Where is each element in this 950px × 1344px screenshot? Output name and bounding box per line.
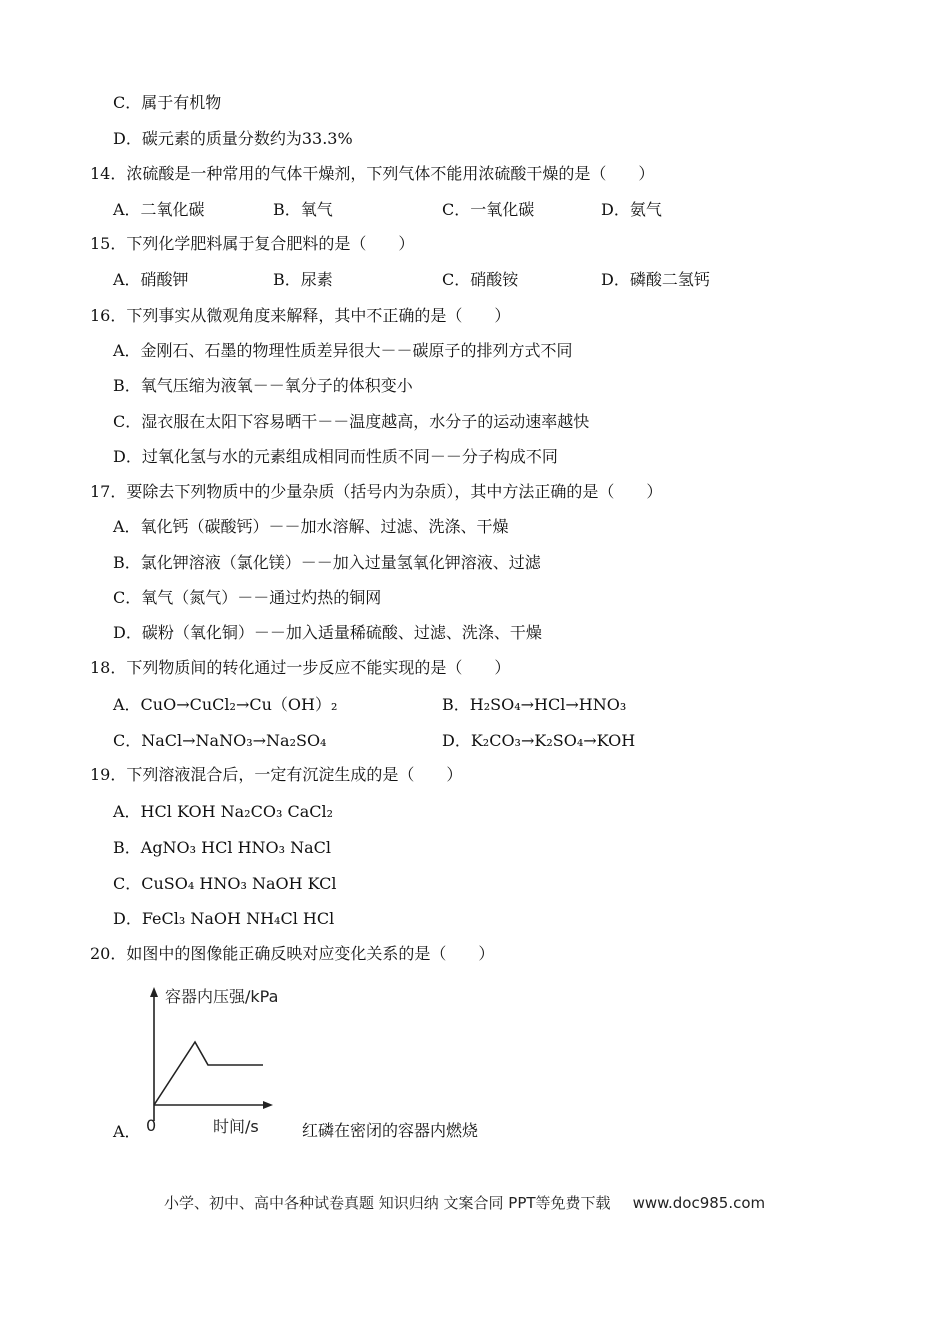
q17-stem: 17．要除去下列物质中的少量杂质（括号内为杂质），其中方法正确的是（ ）	[90, 482, 663, 501]
q15-option-d: D．磷酸二氢钙	[601, 270, 710, 289]
q20-option-a-description: 红磷在密闭的容器内燃烧	[302, 1121, 479, 1140]
q15-option-b: B．尿素	[273, 270, 333, 289]
q18-option-c: C．NaCl→NaNO₃→Na₂SO₄	[113, 731, 327, 750]
q14-option-d: D．氨气	[601, 200, 662, 219]
q17-option-d: D．碳粉（氧化铜）－－加入适量稀硫酸、过滤、洗涤、干燥	[113, 623, 542, 642]
graph-y-label: 容器内压强/kPa	[165, 987, 279, 1006]
q18-option-a: A．CuO→CuCl₂→Cu（OH）₂	[113, 695, 338, 714]
q17-option-c: C．氧气（氮气）－－通过灼热的铜网	[113, 588, 382, 607]
q20-option-a-label: A．	[113, 1122, 141, 1141]
graph-x-arrow	[263, 1101, 273, 1109]
q15-option-a: A．硝酸钾	[113, 270, 189, 289]
q14-option-a: A．二氧化碳	[113, 200, 205, 219]
q15-stem: 15．下列化学肥料属于复合肥料的是（ ）	[90, 234, 415, 253]
q19-option-c: C．CuSO₄ HNO₃ NaOH KCl	[113, 874, 337, 893]
q16-stem: 16．下列事实从微观角度来解释，其中不正确的是（ ）	[90, 306, 511, 325]
q17-option-b: B．氯化钾溶液（氯化镁）－－加入过量氢氧化钾溶液、过滤	[113, 553, 541, 572]
footer-text: 小学、初中、高中各种试卷真题 知识归纳 文案合同 PPT等免费下载	[164, 1194, 611, 1212]
q14-option-b: B．氧气	[273, 200, 333, 219]
graph-x-label: 时间/s	[213, 1117, 259, 1136]
page-footer	[164, 1192, 765, 1213]
q13-option-c: C．属于有机物	[113, 93, 222, 112]
q16-option-d: D．过氧化氢与水的元素组成相同而性质不同－－分子构成不同	[113, 447, 558, 466]
footer-url-link[interactable]: www.doc985.com	[632, 1194, 766, 1212]
graph-origin-label: 0	[146, 1116, 157, 1135]
q16-option-c: C．湿衣服在太阳下容易晒干－－温度越高，水分子的运动速率越快	[113, 412, 590, 431]
pressure-time-graph	[143, 985, 303, 1140]
q16-option-a: A．金刚石、石墨的物理性质差异很大－－碳原子的排列方式不同	[113, 341, 573, 360]
q14-option-c: C．一氧化碳	[442, 200, 535, 219]
q16-option-b: B．氧气压缩为液氧－－氧分子的体积变小	[113, 376, 413, 395]
q15-option-c: C．硝酸铵	[442, 270, 519, 289]
q20-stem: 20．如图中的图像能正确反映对应变化关系的是（ ）	[90, 944, 495, 963]
q18-option-d: D．K₂CO₃→K₂SO₄→KOH	[442, 731, 636, 750]
graph-y-arrow	[150, 987, 158, 997]
q19-option-a: A．HCl KOH Na₂CO₃ CaCl₂	[113, 802, 334, 821]
q17-option-a: A．氧化钙（碳酸钙）－－加水溶解、过滤、洗涤、干燥	[113, 517, 509, 536]
q13-option-d: D．碳元素的质量分数约为33.3%	[113, 129, 353, 148]
q18-option-b: B．H₂SO₄→HCl→HNO₃	[442, 695, 627, 714]
q19-option-b: B．AgNO₃ HCl HNO₃ NaCl	[113, 838, 332, 857]
q14-stem: 14．浓硫酸是一种常用的气体干燥剂，下列气体不能用浓硫酸干燥的是（ ）	[90, 164, 655, 183]
graph-pressure-curve	[154, 1042, 263, 1105]
q18-stem: 18．下列物质间的转化通过一步反应不能实现的是（ ）	[90, 658, 511, 677]
q19-stem: 19．下列溶液混合后，一定有沉淀生成的是（ ）	[90, 765, 463, 784]
q19-option-d: D．FeCl₃ NaOH NH₄Cl HCl	[113, 909, 335, 928]
